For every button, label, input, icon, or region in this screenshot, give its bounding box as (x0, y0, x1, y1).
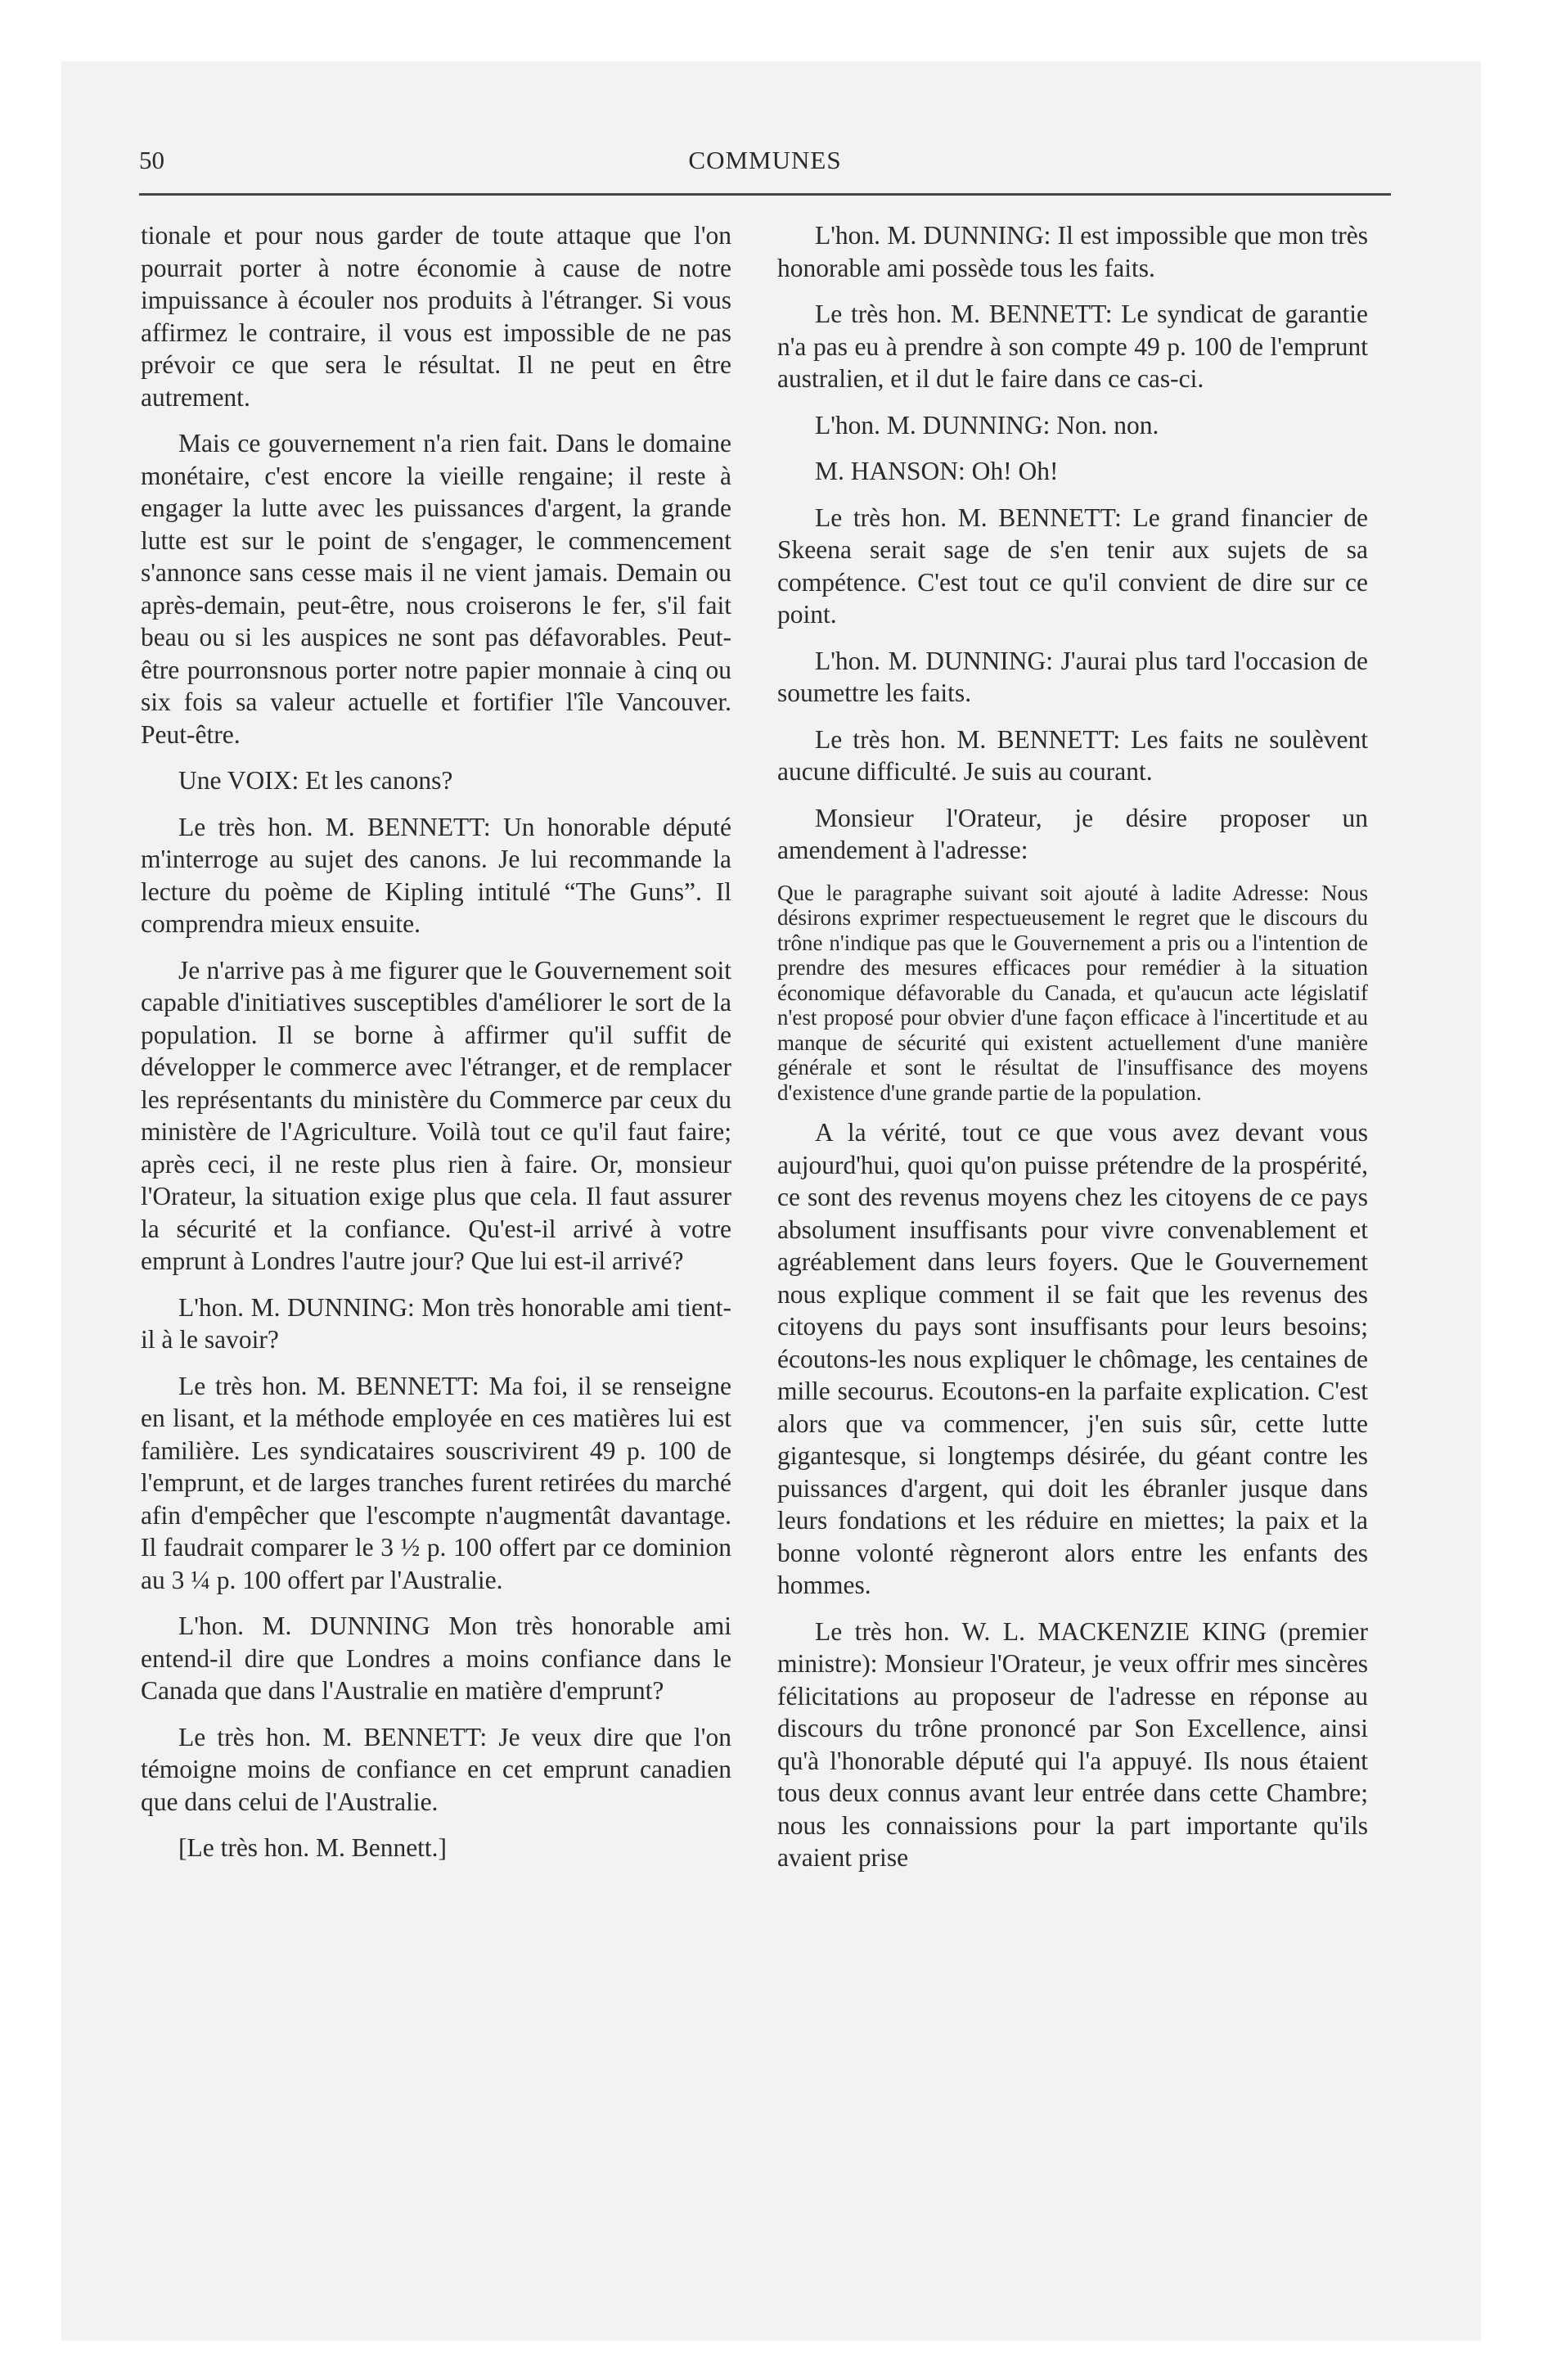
speaker-citation: [Le très hon. M. Bennett.] (178, 1833, 448, 1862)
speech: Le très hon. M. BENNETT: Les faits ne soulèvent aucune difficulté. Je suis au courant. (777, 724, 1368, 786)
paragraph: Je n'arrive pas à me figurer que le Gouvernement soit capable d'initiatives susceptibles d'améliorer le sort de la population. Il se borne à affirmer qu'il suffit de développer le commerce avec l'étranger, et de remplacer les représentants du ministère du Commerce par ceux du ministère de l'Agriculture. Voilà tout ce qu'il faut faire; après ceci, il ne reste plus rien à faire. Or, monsieur l'Orateur, la situation exige plus que cela. Il faut assurer la sécurité et la confiance. Qu'est-il arrivé à votre emprunt à Londres l'autre jour? Que lui est-il arrivé? (141, 955, 731, 1275)
speech: L'hon. M. DUNNING: Il est impossible que mon très honorable ami possède tous les faits. (777, 221, 1368, 282)
speech: L'hon. M. DUNNING: Non. non. (815, 410, 1159, 439)
speech: L'hon. M. DUNNING Mon très honorable ami entend-il dire que Londres a moins confiance dans le Canada que dans l'Australie en matière d'emprunt? (141, 1611, 731, 1705)
header-rule (139, 193, 1391, 196)
speech: Le très hon. M. BENNETT: Le grand financier de Skeena serait sage de s'en tenir aux sujets de sa compétence. C'est tout ce qu'il convient de dire sur ce point. (777, 503, 1368, 629)
amendment-quote: Que le paragraphe suivant soit ajouté à ladite Adresse: Nous désirons exprimer respectueusement le regret que le discours du trône n'indique pas que le Gouvernement a pris ou a l'intention de prendre des mesures efficaces pour remédier à la situation économique défavorable du Canada, et qu'aucun acte législatif n'est proposé pour obvier d'une façon efficace à l'incertitude et au manque de sécurité qui existent actuellement d'une manière générale et sont le résultat de l'insuffisance des moyens d'existence d'une grande partie de la population. (777, 880, 1368, 1105)
speech: L'hon. M. DUNNING: J'aurai plus tard l'occasion de soumettre les faits. (777, 646, 1368, 707)
speech: Le très hon. M. BENNETT: Le syndicat de garantie n'a pas eu à prendre à son compte 49 p. 100 de l'emprunt australien, et il dut le faire dans ce cas-ci. (777, 300, 1368, 393)
paragraph: Monsieur l'Orateur, je désire proposer un amendement à l'adresse: (777, 803, 1368, 864)
speech: L'hon. M. DUNNING: Mon très honorable ami tient-il à le savoir? (141, 1292, 731, 1354)
page-number: 50 (139, 146, 164, 174)
paragraph: Mais ce gouvernement n'a rien fait. Dans le domaine monétaire, c'est encore la vieille rengaine; il reste à engager la lutte avec les puissances d'argent, la grande lutte est sur le point de s'engager, le commencement s'annonce sans cesse mais il ne vient jamais. Demain ou après-demain, peut-être, nous croiserons le fer, s'il fait beau ou si les auspices ne sont pas défavorables. Peut-être pourronsnous porter notre papier monnaie à cinq ou six fois sa valeur actuelle et fortifier l'île Vancouver. Peut-être. (141, 429, 731, 749)
speech: Le très hon. W. L. MACKENZIE KING (premier ministre): Monsieur l'Orateur, je veux offrir mes sincères félicitations au proposeur de l'adresse en réponse au discours du trône prononcé par Son Excellence, ainsi qu'à l'honorable député qui l'a appuyé. Ils nous étaient tous deux connus avant leur entrée dans cette Chambre; nous les connaissions pour la part importante qu'ils avaient prise (777, 1616, 1368, 1872)
left-column (141, 219, 731, 1878)
page-header (139, 146, 1391, 182)
speech: Le très hon. M. BENNETT: Un honorable député m'interroge au sujet des canons. Je lui recommande la lecture du poème de Kipling intitulé “The Guns”. Il comprendra mieux ensuite. (141, 812, 731, 938)
running-head: COMMUNES (688, 146, 842, 174)
paragraph: tionale et pour nous garder de toute attaque que l'on pourrait porter à notre économie à cause de notre impuissance à écouler nos produits à l'étranger. Si vous affirmez le contraire, il vous est impossible de ne pas prévoir ce que sera le résultat. Il ne peut en être autrement. (141, 221, 731, 412)
paragraph: A la vérité, tout ce que vous avez devant vous aujourd'hui, quoi qu'on puisse prétendre de la prospérité, ce sont des revenus moyens chez les citoyens de ce pays absolument insuffisants pour vivre convenablement et agréablement dans leurs foyers. Que le Gouvernement nous explique comment il se fait que les revenus des citoyens du pays sont insuffisants pour leurs besoins; écoutons-les nous expliquer le chômage, les centaines de mille secourus. Ecoutons-en la parfaite explication. C'est alors que va commencer, j'en suis sûr, cette lutte gigantesque, si longtemps désirée, du géant contre les puissances d'argent, qui doit les ébranler jusque dans leurs fondations et les réduire en miettes; la paix et la bonne volonté règneront alors entre les enfants des hommes. (777, 1118, 1368, 1599)
speech: Le très hon. M. BENNETT: Je veux dire que l'on témoigne moins de confiance en cet emprunt canadien que dans celui de l'Australie. (141, 1722, 731, 1816)
right-column (777, 219, 1368, 1888)
interjection: M. HANSON: Oh! Oh! (815, 457, 1059, 485)
speech: Le très hon. M. BENNETT: Ma foi, il se renseigne en lisant, et la méthode employée en ces matières lui est familière. Les syndicataires souscrivirent 49 p. 100 de l'emprunt, et de larges tranches furent retirées du marché afin d'empêcher que l'escompte n'augmentât davantage. Il faudrait comparer le 3 ½ p. 100 offert par ce dominion au 3 ¼ p. 100 offert par l'Australie. (141, 1371, 731, 1594)
interjection: Une VOIX: Et les canons? (178, 766, 453, 795)
